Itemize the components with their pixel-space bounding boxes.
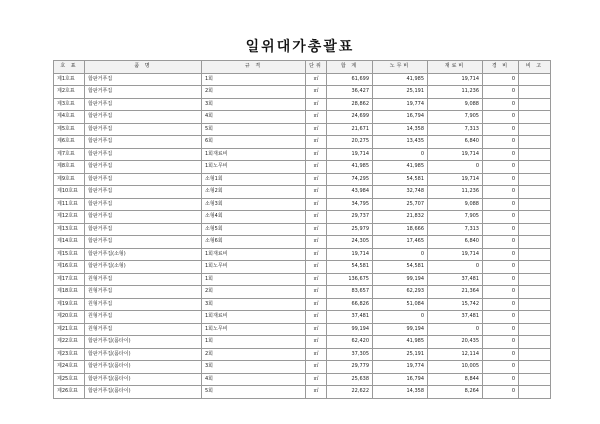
cell-col-material: 8,264: [428, 386, 483, 399]
cell-col-code: 제19호표: [54, 298, 85, 311]
cell-col-unit: ㎡: [306, 148, 327, 161]
table-row: [54, 211, 551, 224]
cell-col-total: 28,862: [327, 98, 373, 111]
cell-col-total: 136,675: [327, 273, 373, 286]
cell-col-expense: 0: [483, 261, 519, 274]
cell-col-labor: 21,832: [373, 211, 428, 224]
table-row: [54, 286, 551, 299]
cell-col-labor: 19,774: [373, 98, 428, 111]
cell-col-item: 합판거푸집: [85, 123, 202, 136]
cell-col-expense: 0: [483, 373, 519, 386]
cell-col-material: 7,905: [428, 111, 483, 124]
cell-col-material: 11,236: [428, 186, 483, 199]
cell-col-labor: 14,358: [373, 386, 428, 399]
cell-col-labor: 51,084: [373, 298, 428, 311]
cell-col-spec: 1회노무비: [202, 161, 306, 174]
cell-col-spec: 3회: [202, 298, 306, 311]
cell-col-code: 제11호표: [54, 198, 85, 211]
cell-col-material: 7,313: [428, 223, 483, 236]
cell-col-expense: 0: [483, 136, 519, 149]
cell-col-code: 제25호표: [54, 373, 85, 386]
cell-col-total: 37,305: [327, 348, 373, 361]
cell-col-remarks: [519, 236, 551, 249]
cell-col-item: 합판거푸집(소형): [85, 248, 202, 261]
cell-col-code: 제3호표: [54, 98, 85, 111]
cell-col-labor: 25,707: [373, 198, 428, 211]
cell-col-remarks: [519, 298, 551, 311]
cell-col-material: 9,088: [428, 98, 483, 111]
cell-col-remarks: [519, 123, 551, 136]
cell-col-total: 43,984: [327, 186, 373, 199]
cell-col-code: 제15호표: [54, 248, 85, 261]
cell-col-expense: 0: [483, 211, 519, 224]
cell-col-material: 12,114: [428, 348, 483, 361]
cell-col-remarks: [519, 361, 551, 374]
cell-col-expense: 0: [483, 323, 519, 336]
cell-col-unit: ㎡: [306, 323, 327, 336]
cell-col-code: 제21호표: [54, 323, 85, 336]
cell-col-remarks: [519, 273, 551, 286]
cell-col-total: 25,638: [327, 373, 373, 386]
cell-col-expense: 0: [483, 298, 519, 311]
cell-col-code: 제1호표: [54, 73, 85, 86]
table-row: [54, 323, 551, 336]
cell-col-material: 8,844: [428, 373, 483, 386]
cell-col-labor: 18,666: [373, 223, 428, 236]
cell-col-remarks: [519, 86, 551, 99]
table-row: [54, 386, 551, 399]
cell-col-remarks: [519, 223, 551, 236]
table-row: [54, 173, 551, 186]
cell-col-unit: ㎡: [306, 173, 327, 186]
table-row: [54, 373, 551, 386]
cell-col-expense: 0: [483, 336, 519, 349]
table-row: [54, 73, 551, 86]
cell-col-unit: ㎡: [306, 248, 327, 261]
cell-col-code: 제2호표: [54, 86, 85, 99]
cell-col-total: 24,305: [327, 236, 373, 249]
cell-col-remarks: [519, 286, 551, 299]
cell-col-total: 22,622: [327, 386, 373, 399]
cell-col-unit: ㎡: [306, 348, 327, 361]
cell-col-remarks: [519, 111, 551, 124]
cell-col-item: 합판거푸집: [85, 148, 202, 161]
cell-col-unit: ㎡: [306, 186, 327, 199]
cell-col-unit: ㎡: [306, 286, 327, 299]
table-row: [54, 198, 551, 211]
cell-col-remarks: [519, 261, 551, 274]
cell-col-material: 37,481: [428, 273, 483, 286]
cell-col-spec: 1회노무비: [202, 261, 306, 274]
cell-col-labor: 14,358: [373, 123, 428, 136]
cell-col-item: 합판거푸집: [85, 211, 202, 224]
cell-col-spec: 소형6회: [202, 236, 306, 249]
cell-col-expense: 0: [483, 148, 519, 161]
cell-col-item: 합판거푸집: [85, 161, 202, 174]
cell-col-labor: 0: [373, 248, 428, 261]
cell-col-item: 합판거푸집(폼타이): [85, 361, 202, 374]
cell-col-expense: 0: [483, 111, 519, 124]
header-col-expense: 경 비: [483, 61, 519, 74]
cell-col-code: 제9호표: [54, 173, 85, 186]
cell-col-unit: ㎡: [306, 73, 327, 86]
cell-col-unit: ㎡: [306, 98, 327, 111]
cell-col-material: 0: [428, 161, 483, 174]
cell-col-item: 합판거푸집(폼타이): [85, 348, 202, 361]
header-col-remarks: 비 고: [519, 61, 551, 74]
cell-col-spec: 소형1회: [202, 173, 306, 186]
cell-col-item: 합판거푸집: [85, 223, 202, 236]
cell-col-total: 62,420: [327, 336, 373, 349]
cell-col-total: 34,795: [327, 198, 373, 211]
cell-col-spec: 1회재료비: [202, 311, 306, 324]
table-row: [54, 298, 551, 311]
cell-col-item: 원형거푸집: [85, 273, 202, 286]
cell-col-unit: ㎡: [306, 298, 327, 311]
cell-col-item: 합판거푸집: [85, 73, 202, 86]
cell-col-code: 제24호표: [54, 361, 85, 374]
cell-col-material: 19,714: [428, 73, 483, 86]
table-row: [54, 261, 551, 274]
cell-col-unit: ㎡: [306, 223, 327, 236]
cell-col-remarks: [519, 198, 551, 211]
cell-col-spec: 5회: [202, 386, 306, 399]
cell-col-remarks: [519, 323, 551, 336]
table-row: [54, 348, 551, 361]
cell-col-code: 제4호표: [54, 111, 85, 124]
cell-col-unit: ㎡: [306, 161, 327, 174]
table-row: [54, 161, 551, 174]
cell-col-material: 6,840: [428, 236, 483, 249]
cell-col-spec: 소형3회: [202, 198, 306, 211]
cell-col-item: 원형거푸집: [85, 286, 202, 299]
table-row: [54, 273, 551, 286]
cell-col-code: 제5호표: [54, 123, 85, 136]
cell-col-spec: 4회: [202, 373, 306, 386]
cell-col-labor: 25,191: [373, 86, 428, 99]
cell-col-material: 6,840: [428, 136, 483, 149]
cell-col-item: 합판거푸집(폼타이): [85, 336, 202, 349]
cell-col-material: 10,005: [428, 361, 483, 374]
table-row: [54, 98, 551, 111]
cell-col-labor: 25,191: [373, 348, 428, 361]
table-row: [54, 236, 551, 249]
cell-col-code: 제14호표: [54, 236, 85, 249]
cell-col-code: 제17호표: [54, 273, 85, 286]
table-row: [54, 336, 551, 349]
cell-col-remarks: [519, 73, 551, 86]
cell-col-labor: 54,581: [373, 173, 428, 186]
cell-col-expense: 0: [483, 348, 519, 361]
header-col-code: 호 표: [54, 61, 85, 74]
table-row: [54, 86, 551, 99]
cell-col-material: 9,088: [428, 198, 483, 211]
cell-col-expense: 0: [483, 198, 519, 211]
cell-col-total: 25,979: [327, 223, 373, 236]
cell-col-material: 20,435: [428, 336, 483, 349]
cell-col-code: 제18호표: [54, 286, 85, 299]
cell-col-unit: ㎡: [306, 361, 327, 374]
cell-col-unit: ㎡: [306, 336, 327, 349]
cell-col-remarks: [519, 311, 551, 324]
cell-col-spec: 소형5회: [202, 223, 306, 236]
cell-col-labor: 99,194: [373, 323, 428, 336]
cell-col-expense: 0: [483, 286, 519, 299]
cell-col-remarks: [519, 248, 551, 261]
cell-col-item: 합판거푸집: [85, 173, 202, 186]
cell-col-labor: 0: [373, 311, 428, 324]
cell-col-labor: 99,194: [373, 273, 428, 286]
cell-col-unit: ㎡: [306, 111, 327, 124]
cell-col-spec: 1회노무비: [202, 323, 306, 336]
cell-col-spec: 2회: [202, 86, 306, 99]
header-col-material: 재료비: [428, 61, 483, 74]
cell-col-remarks: [519, 161, 551, 174]
cell-col-unit: ㎡: [306, 311, 327, 324]
cell-col-remarks: [519, 373, 551, 386]
cell-col-item: 합판거푸집(폼타이): [85, 373, 202, 386]
cell-col-material: 15,742: [428, 298, 483, 311]
summary-table: [53, 60, 551, 399]
cell-col-unit: ㎡: [306, 386, 327, 399]
cell-col-unit: ㎡: [306, 236, 327, 249]
header-col-spec: 규 격: [202, 61, 306, 74]
cell-col-unit: ㎡: [306, 273, 327, 286]
cell-col-code: 제7호표: [54, 148, 85, 161]
table-header-row: [54, 61, 551, 74]
cell-col-total: 29,779: [327, 361, 373, 374]
cell-col-total: 21,671: [327, 123, 373, 136]
cell-col-item: 원형거푸집: [85, 323, 202, 336]
table-row: [54, 186, 551, 199]
cell-col-labor: 41,985: [373, 336, 428, 349]
cell-col-material: 19,714: [428, 173, 483, 186]
cell-col-code: 제16호표: [54, 261, 85, 274]
cell-col-code: 제8호표: [54, 161, 85, 174]
cell-col-spec: 1회: [202, 73, 306, 86]
cell-col-total: 37,481: [327, 311, 373, 324]
cell-col-labor: 16,794: [373, 373, 428, 386]
table-row: [54, 136, 551, 149]
cell-col-spec: 1회: [202, 336, 306, 349]
cell-col-total: 54,581: [327, 261, 373, 274]
table-row: [54, 248, 551, 261]
cell-col-spec: 소형2회: [202, 186, 306, 199]
cell-col-material: 19,714: [428, 248, 483, 261]
cell-col-labor: 62,293: [373, 286, 428, 299]
cell-col-remarks: [519, 386, 551, 399]
cell-col-labor: 41,985: [373, 73, 428, 86]
cell-col-spec: 1회재료비: [202, 148, 306, 161]
cell-col-code: 제6호표: [54, 136, 85, 149]
cell-col-total: 66,826: [327, 298, 373, 311]
cell-col-code: 제26호표: [54, 386, 85, 399]
table-row: [54, 223, 551, 236]
cell-col-code: 제20호표: [54, 311, 85, 324]
cell-col-unit: ㎡: [306, 373, 327, 386]
cell-col-labor: 13,435: [373, 136, 428, 149]
cell-col-remarks: [519, 173, 551, 186]
cell-col-spec: 소형4회: [202, 211, 306, 224]
table-row: [54, 111, 551, 124]
cell-col-item: 합판거푸집: [85, 136, 202, 149]
cell-col-spec: 1회: [202, 273, 306, 286]
cell-col-expense: 0: [483, 98, 519, 111]
cell-col-item: 합판거푸집: [85, 98, 202, 111]
cell-col-expense: 0: [483, 248, 519, 261]
header-col-unit: 단위: [306, 61, 327, 74]
cell-col-remarks: [519, 148, 551, 161]
cell-col-item: 합판거푸집: [85, 86, 202, 99]
cell-col-material: 7,905: [428, 211, 483, 224]
cell-col-remarks: [519, 98, 551, 111]
cell-col-total: 29,737: [327, 211, 373, 224]
cell-col-material: 19,714: [428, 148, 483, 161]
cell-col-material: 7,313: [428, 123, 483, 136]
cell-col-total: 24,699: [327, 111, 373, 124]
cell-col-total: 99,194: [327, 323, 373, 336]
cell-col-spec: 6회: [202, 136, 306, 149]
cell-col-remarks: [519, 211, 551, 224]
cell-col-material: 37,481: [428, 311, 483, 324]
cell-col-expense: 0: [483, 86, 519, 99]
cell-col-item: 합판거푸집: [85, 198, 202, 211]
cell-col-item: 합판거푸집: [85, 111, 202, 124]
cell-col-spec: 5회: [202, 123, 306, 136]
cell-col-unit: ㎡: [306, 123, 327, 136]
cell-col-spec: 1회재료비: [202, 248, 306, 261]
page-title: 일위대가총괄표: [245, 39, 355, 55]
cell-col-total: 74,295: [327, 173, 373, 186]
cell-col-spec: 3회: [202, 98, 306, 111]
cell-col-item: 원형거푸집: [85, 298, 202, 311]
cell-col-code: 제23호표: [54, 348, 85, 361]
cell-col-labor: 16,794: [373, 111, 428, 124]
cell-col-expense: 0: [483, 236, 519, 249]
cell-col-total: 19,714: [327, 148, 373, 161]
cell-col-item: 원형거푸집: [85, 311, 202, 324]
cell-col-unit: ㎡: [306, 86, 327, 99]
cell-col-spec: 2회: [202, 348, 306, 361]
cell-col-unit: ㎡: [306, 261, 327, 274]
cell-col-spec: 4회: [202, 111, 306, 124]
table-body: [54, 73, 551, 398]
cell-col-expense: 0: [483, 361, 519, 374]
cell-col-item: 합판거푸집: [85, 236, 202, 249]
cell-col-remarks: [519, 348, 551, 361]
cell-col-total: 19,714: [327, 248, 373, 261]
cell-col-expense: 0: [483, 386, 519, 399]
cell-col-expense: 0: [483, 173, 519, 186]
cell-col-expense: 0: [483, 223, 519, 236]
cell-col-code: 제22호표: [54, 336, 85, 349]
cell-col-total: 36,427: [327, 86, 373, 99]
cell-col-total: 83,657: [327, 286, 373, 299]
cell-col-item: 합판거푸집: [85, 186, 202, 199]
cell-col-material: 11,236: [428, 86, 483, 99]
cell-col-expense: 0: [483, 123, 519, 136]
cell-col-code: 제12호표: [54, 211, 85, 224]
cell-col-spec: 3회: [202, 361, 306, 374]
cell-col-code: 제10호표: [54, 186, 85, 199]
cell-col-expense: 0: [483, 161, 519, 174]
header-col-labor: 노무비: [373, 61, 428, 74]
cell-col-material: 0: [428, 323, 483, 336]
cell-col-total: 61,699: [327, 73, 373, 86]
cell-col-expense: 0: [483, 186, 519, 199]
cell-col-labor: 19,774: [373, 361, 428, 374]
cell-col-spec: 2회: [202, 286, 306, 299]
cell-col-labor: 32,748: [373, 186, 428, 199]
cell-col-unit: ㎡: [306, 136, 327, 149]
cell-col-labor: 17,465: [373, 236, 428, 249]
header-col-total: 합 계: [327, 61, 373, 74]
table-row: [54, 148, 551, 161]
cell-col-unit: ㎡: [306, 211, 327, 224]
cell-col-labor: 41,985: [373, 161, 428, 174]
cell-col-remarks: [519, 136, 551, 149]
cell-col-remarks: [519, 186, 551, 199]
cell-col-code: 제13호표: [54, 223, 85, 236]
table-row: [54, 311, 551, 324]
cell-col-expense: 0: [483, 273, 519, 286]
header-col-item: 품 명: [85, 61, 202, 74]
cell-col-item: 합판거푸집(폼타이): [85, 386, 202, 399]
cell-col-total: 20,275: [327, 136, 373, 149]
cell-col-unit: ㎡: [306, 198, 327, 211]
cell-col-labor: 0: [373, 148, 428, 161]
cell-col-expense: 0: [483, 311, 519, 324]
cell-col-material: 21,364: [428, 286, 483, 299]
cell-col-total: 41,985: [327, 161, 373, 174]
cell-col-expense: 0: [483, 73, 519, 86]
table-row: [54, 361, 551, 374]
cell-col-item: 합판거푸집(소형): [85, 261, 202, 274]
cell-col-material: 0: [428, 261, 483, 274]
cell-col-labor: 54,581: [373, 261, 428, 274]
table-row: [54, 123, 551, 136]
cell-col-remarks: [519, 336, 551, 349]
